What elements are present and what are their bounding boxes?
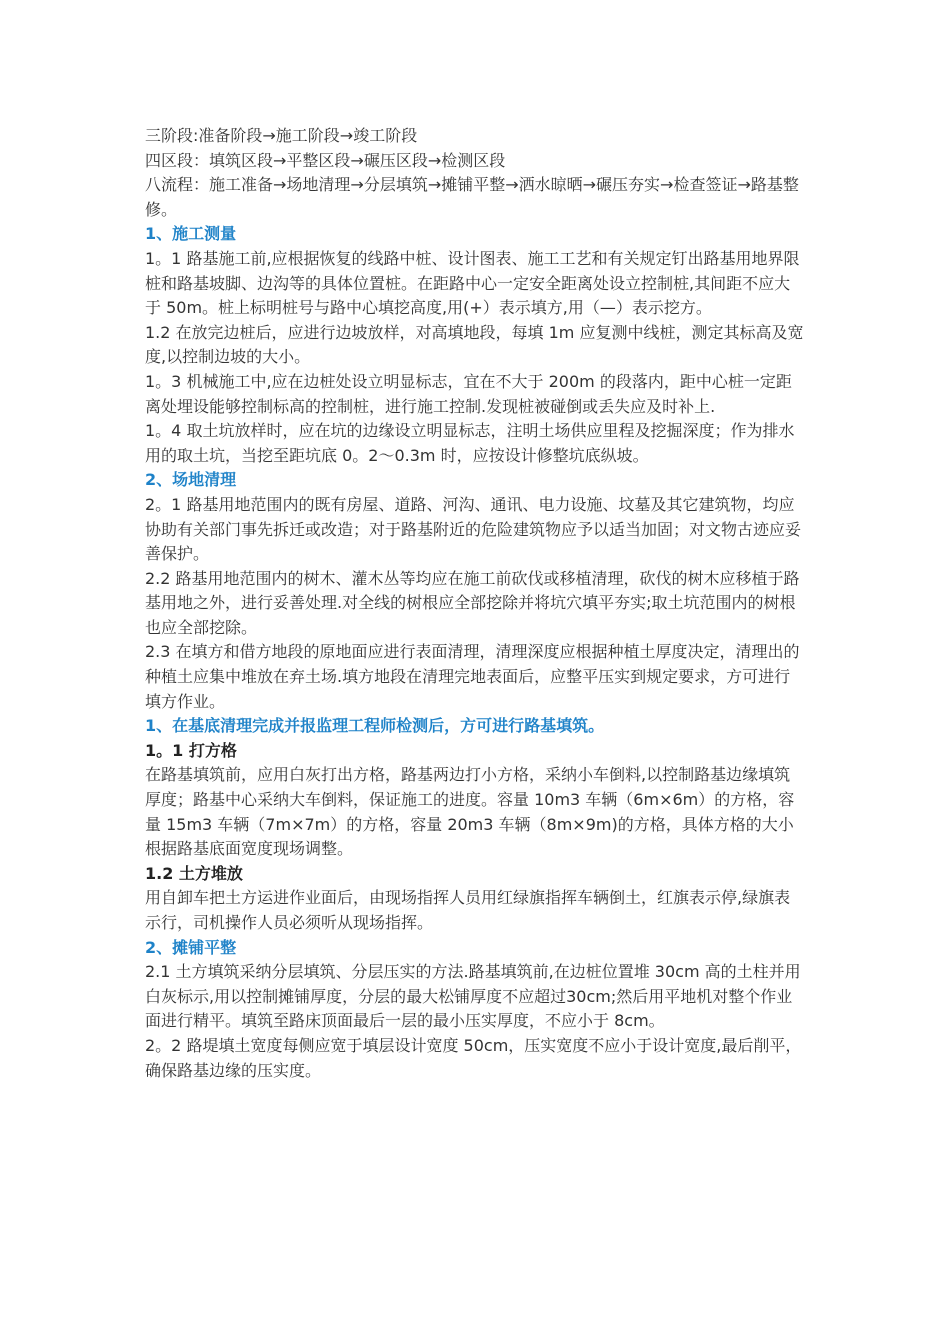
subheading-stockpile: 1.2 土方堆放 (145, 863, 243, 883)
paragraph: 在路基填筑前，应用白灰打出方格，路基两边打小方格，采纳小车倒料,以控制路基边缘填筑厚度；路基中心采纳大车倒料，保证施工的进度。容量 10m3 车辆（6m×6m）的方格，容量 15m3 车辆（7m×7m）的方格，容量 20m3 车辆（8m×9m)的方格，具体方格的大小根据路基底面宽度现场调整。 (145, 765, 795, 859)
paragraph: 2。1 路基用地范围内的既有房屋、道路、河沟、通讯、电力设施、坟墓及其它建筑物，均应协助有关部门事先拆迁或改造；对于路基附近的危险建筑物应予以适当加固；对文物古迹应妥善保护。 (145, 494, 802, 564)
process-line: 八流程：施工准备→场地清理→分层填筑→摊铺平整→洒水晾晒→碾压夯实→检查签证→路基整修。 (145, 175, 799, 219)
paragraph: 2.3 在填方和借方地段的原地面应进行表面清理，清理深度应根据种植土厚度决定，清理出的种植土应集中堆放在弃土场.填方地段在清理完地表面后，应整平压实到规定要求，方可进行填方作业。 (145, 642, 800, 711)
section-heading-survey: 1、施工测量 (145, 224, 237, 244)
stages-line: 三阶段:准备阶段→施工阶段→竣工阶段 (145, 126, 418, 145)
paragraph: 用自卸车把土方运进作业面后，由现场指挥人员用红绿旗指挥车辆倒土，红旗表示停,绿旗表示行，司机操作人员必须听从现场指挥。 (145, 888, 791, 932)
paragraph: 2。2 路堤填土宽度每侧应宽于填层设计宽度 50cm，压实宽度不应小于设计宽度,最后削平，确保路基边缘的压实度。 (145, 1035, 802, 1080)
paragraph: 1.2 在放完边桩后，应进行边坡放样，对高填地段，每填 1m 应复测中线桩，测定其标高及宽度,以控制边坡的大小。 (145, 322, 804, 367)
paragraph: 1。1 路基施工前,应根据恢复的线路中桩、设计图表、施工工艺和有关规定钉出路基用地界限桩和路基坡脚、边沟等的具体位置桩。在距路中心一定安全距离处设立控制桩,其间距不应大于 50m。桩上标明桩号与路中心填挖高度,用(+）表示填方,用（—）表示挖方。 (145, 248, 800, 318)
paragraph: 2.2 路基用地范围内的树木、灌木丛等均应在施工前砍伐或移植清理，砍伐的树木应移植于路基用地之外，进行妥善处理.对全线的树根应全部挖除并将坑穴填平夯实;取土坑范围内的树根也应全部挖除。 (145, 568, 800, 637)
paragraph: 1。3 机械施工中,应在边桩处设立明显标志，宜在不大于 200m 的段落内，距中心桩一定距离处埋设能够控制标高的控制桩，进行施工控制.发现桩被碰倒或丢失应及时补上. (145, 371, 792, 416)
paragraph: 2.1 土方填筑采纳分层填筑、分层压实的方法.路基填筑前,在边桩位置堆 30cm 高的土柱并用白灰标示,用以控制摊铺厚度，分层的最大松铺厚度不应超过30cm;然后用平地机对整个作业面进行精平。填筑至路床顶面最后一层的最小压实厚度，不应小于 8cm。 (145, 962, 801, 1031)
document-page (145, 124, 805, 1083)
section-heading-spreading: 2、摊铺平整 (145, 937, 237, 957)
zones-line: 四区段：填筑区段→平整区段→碾压区段→检测区段 (145, 150, 506, 170)
subheading-grid: 1。1 打方格 (145, 740, 237, 760)
section-heading-filling: 1、在基底清理完成并报监理工程师检测后，方可进行路基填筑。 (145, 716, 605, 736)
paragraph: 1。4 取土坑放样时，应在坑的边缘设立明显标志，注明土场供应里程及挖掘深度；作为排水用的取土坑，当挖至距坑底 0。2～0.3m 时，应按设计修整坑底纵坡。 (145, 421, 795, 465)
section-heading-site-clearing: 2、场地清理 (145, 470, 237, 490)
